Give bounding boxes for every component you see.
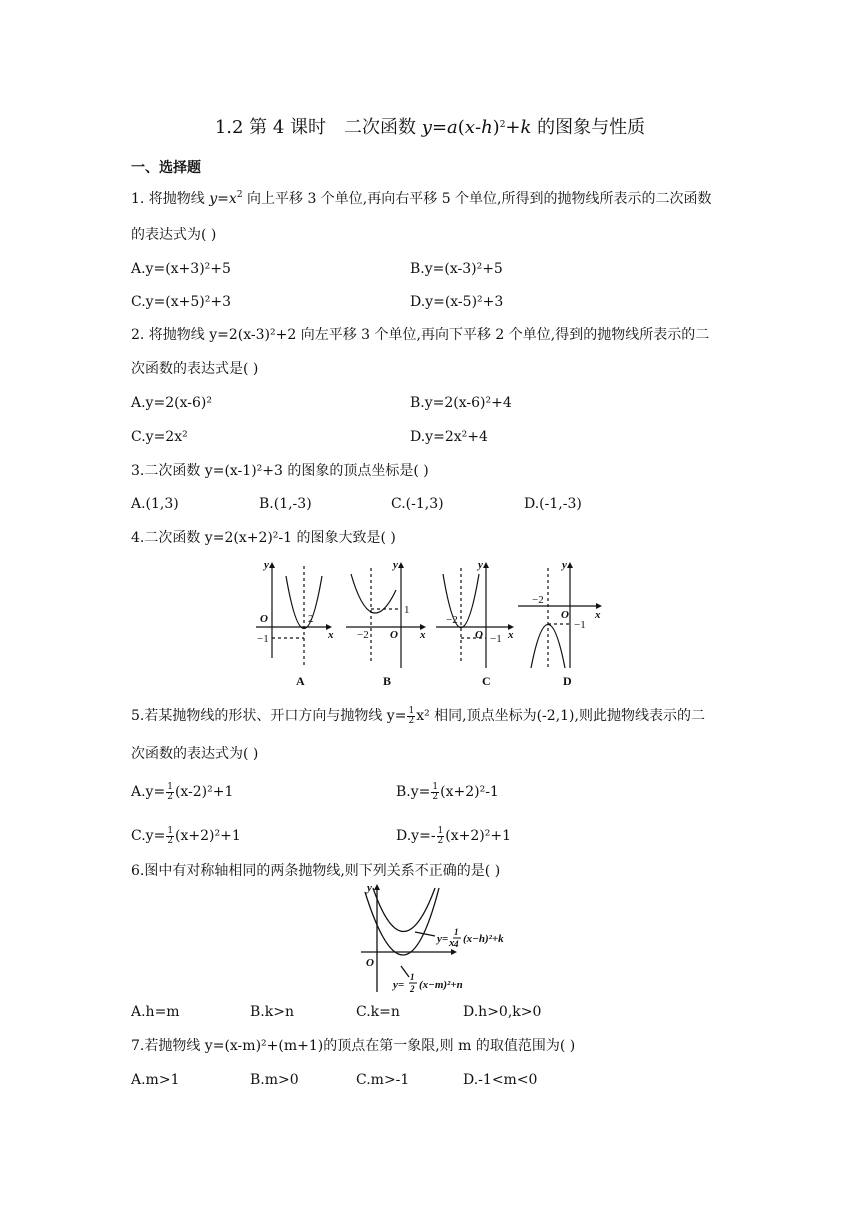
q2-line1: 2. 将抛物线 y=2(x-3)²+2 向左平移 3 个单位,再向下平移 2 个单位,得到的抛物线所表示的二 xyxy=(131,327,710,343)
q5-c-pre: C.y= xyxy=(131,828,166,844)
graph-d-num-neg2: −2 xyxy=(532,594,544,606)
section-heading: 一、选择题 xyxy=(131,160,201,176)
q5-b-num: 1 xyxy=(432,781,439,792)
q2-option-a[interactable]: A.y=2(x-6)² xyxy=(131,395,212,411)
q6-y-label: y xyxy=(367,882,372,894)
q1-line2: 的表达式为( ) xyxy=(131,227,217,243)
graph-c-y-label: y xyxy=(478,559,483,571)
graph-d-letter: D xyxy=(563,674,572,688)
q6-origin: O xyxy=(366,957,374,969)
title-paren: ( xyxy=(457,117,465,138)
q5-a-post: (x-2)²+1 xyxy=(174,784,234,800)
q5-line2: 次函数的表达式为( ) xyxy=(131,746,259,762)
graph-b-arrows xyxy=(398,562,426,630)
q1-option-b[interactable]: B.y=(x-3)²+5 xyxy=(410,261,503,277)
q6-label2-pre: y= xyxy=(393,979,405,991)
title-minus: - xyxy=(474,117,482,138)
graph-c-letter: C xyxy=(482,674,491,688)
q5-c-post: (x+2)²+1 xyxy=(175,828,241,844)
q6-leader-2 xyxy=(401,966,409,977)
q6-label2-den: 2 xyxy=(410,984,415,994)
title-lead: 1.2 第 4 课时 二次函数 xyxy=(214,117,422,138)
title-var-y: y xyxy=(421,117,432,138)
title-var-a: a xyxy=(447,117,458,138)
q5-d-fraction xyxy=(437,827,445,846)
q5-line1 xyxy=(131,706,705,726)
q5-b-den: 2 xyxy=(432,791,439,802)
graph-a-letter: A xyxy=(296,674,305,688)
q3-option-b[interactable]: B.(1,-3) xyxy=(259,496,312,512)
q7-option-b[interactable]: B.m>0 xyxy=(250,1072,299,1088)
q5-d-num: 1 xyxy=(437,825,444,836)
graph-a-arrows xyxy=(269,562,332,630)
q2-option-d[interactable]: D.y=2x²+4 xyxy=(410,429,488,445)
q1-line1 xyxy=(131,189,712,209)
q4-line1: 4.二次函数 y=2(x+2)²-1 的图象大致是( ) xyxy=(131,530,396,546)
graph-c-x-label: x xyxy=(508,629,514,641)
graph-a-origin: O xyxy=(260,613,268,625)
q5-post: x² 相同,顶点坐标为(-2,1),则此抛物线表示的二 xyxy=(416,708,705,724)
q7-line1: 7.若抛物线 y=(x-m)²+(m+1)的顶点在第一象限,则 m 的取值范围为( ) xyxy=(131,1038,576,1054)
title-eq: = xyxy=(431,117,448,138)
q6-label1-post: (x−h)²+k xyxy=(463,933,504,945)
q5-d-post: (x+2)²+1 xyxy=(445,828,511,844)
q7-option-a[interactable]: A.m>1 xyxy=(131,1072,180,1088)
graph-a-num-neg1: −1 xyxy=(257,633,269,645)
graph-b-curve xyxy=(351,574,396,613)
q5-option-d[interactable] xyxy=(396,826,511,846)
graph-d-x-label: x xyxy=(595,609,601,621)
q1-option-d[interactable]: D.y=(x-5)²+3 xyxy=(410,294,504,310)
q6-line1: 6.图中有对称轴相同的两条抛物线,则下列关系不正确的是( ) xyxy=(131,863,501,879)
graph-c-num-neg2: −2 xyxy=(446,614,458,626)
q2-line2: 次函数的表达式是( ) xyxy=(131,361,259,377)
q6-label1-pre: y= xyxy=(437,933,449,945)
q3-option-a[interactable]: A.(1,3) xyxy=(131,496,179,512)
q5-a-num: 1 xyxy=(167,781,173,792)
graph-b-y-label: y xyxy=(393,559,398,571)
q1-exp: 2 xyxy=(236,190,243,200)
q6-option-b[interactable]: B.k>n xyxy=(250,1004,294,1020)
q5-a-den: 2 xyxy=(167,791,173,802)
graph-d-y-label: y xyxy=(562,559,567,571)
q7-option-d[interactable]: D.-1<m<0 xyxy=(463,1072,538,1088)
title-var-x: x xyxy=(464,117,475,138)
q5-d-pre: D.y=- xyxy=(396,828,436,844)
q6-graph xyxy=(355,880,535,995)
graph-a-num-2: 2 xyxy=(308,613,314,625)
q5-option-c[interactable] xyxy=(131,826,241,846)
q2-option-c[interactable]: C.y=2x² xyxy=(131,429,188,445)
graph-a-x-label: x xyxy=(328,629,334,641)
q6-label2-post: (x−m)²+n xyxy=(419,979,463,991)
q5-frac-num: 1 xyxy=(408,705,415,716)
graph-b-letter: B xyxy=(383,674,392,688)
graph-b-num-1: 1 xyxy=(404,604,410,616)
graph-d-num-neg1: −1 xyxy=(574,619,586,631)
q5-c-num: 1 xyxy=(167,825,174,836)
q6-option-c[interactable]: C.k=n xyxy=(356,1004,400,1020)
q5-b-post: (x+2)²-1 xyxy=(440,784,499,800)
q5-a-fraction xyxy=(166,783,174,802)
title-exp: 2 xyxy=(499,120,506,130)
q6-curve-wide xyxy=(373,888,435,932)
q5-option-b[interactable] xyxy=(396,782,499,802)
graph-d-origin: O xyxy=(561,609,569,621)
q7-option-c[interactable]: C.m>-1 xyxy=(356,1072,410,1088)
q5-option-a[interactable] xyxy=(131,782,233,802)
graph-b-origin: O xyxy=(390,629,398,641)
q4-graphs xyxy=(248,556,608,690)
title-tail: 的图象与性质 xyxy=(531,117,646,138)
q5-d-den: 2 xyxy=(437,835,444,846)
q3-option-c[interactable]: C.(-1,3) xyxy=(391,496,444,512)
q5-b-fraction xyxy=(431,783,439,802)
q6-label2-num: 1 xyxy=(410,972,415,982)
page-title xyxy=(0,116,860,140)
graph-d-arrows xyxy=(567,562,602,609)
q1-post: 向上平移 3 个单位,再向右平移 5 个单位,所得到的抛物线所表示的二次函数 xyxy=(242,191,712,207)
q2-option-b[interactable]: B.y=2(x-6)²+4 xyxy=(410,395,512,411)
q5-a-pre: A.y= xyxy=(131,784,166,800)
q3-option-d[interactable]: D.(-1,-3) xyxy=(524,496,582,512)
title-var-h: h xyxy=(481,117,493,138)
q6-x-label: x xyxy=(449,937,455,949)
graph-a-y-label: y xyxy=(264,559,269,571)
title-paren-close: ) xyxy=(492,117,500,138)
q6-option-d[interactable]: D.h>0,k>0 xyxy=(463,1004,542,1020)
q5-fraction xyxy=(407,707,415,726)
title-var-k: k xyxy=(520,117,532,138)
q3-line1: 3.二次函数 y=(x-1)²+3 的图象的顶点坐标是( ) xyxy=(131,463,429,479)
q5-c-den: 2 xyxy=(167,835,174,846)
q1-formula: y=x xyxy=(209,191,237,207)
q5-frac-den: 2 xyxy=(408,715,415,726)
q6-option-a[interactable]: A.h=m xyxy=(131,1004,180,1020)
q6-leader-1 xyxy=(415,932,435,936)
title-plus: + xyxy=(505,117,521,138)
q6-label1-den: 4 xyxy=(454,939,459,949)
q5-pre: 5.若某抛物线的形状、开口方向与抛物线 y= xyxy=(131,708,407,724)
q1-option-a[interactable]: A.y=(x+3)²+5 xyxy=(131,261,231,277)
q5-c-fraction xyxy=(166,827,174,846)
graph-c-arrows xyxy=(483,562,514,630)
q6-label1-num: 1 xyxy=(454,927,459,937)
q1-option-c[interactable]: C.y=(x+5)²+3 xyxy=(131,294,232,310)
q1-pre: 1. 将抛物线 xyxy=(131,191,210,207)
q5-b-pre: B.y= xyxy=(396,784,431,800)
graph-b-num-neg2: −2 xyxy=(357,629,369,641)
graph-b-x-label: x xyxy=(420,629,426,641)
graph-c-num-neg1: −1 xyxy=(490,633,502,645)
graph-c-origin: O xyxy=(475,629,483,641)
